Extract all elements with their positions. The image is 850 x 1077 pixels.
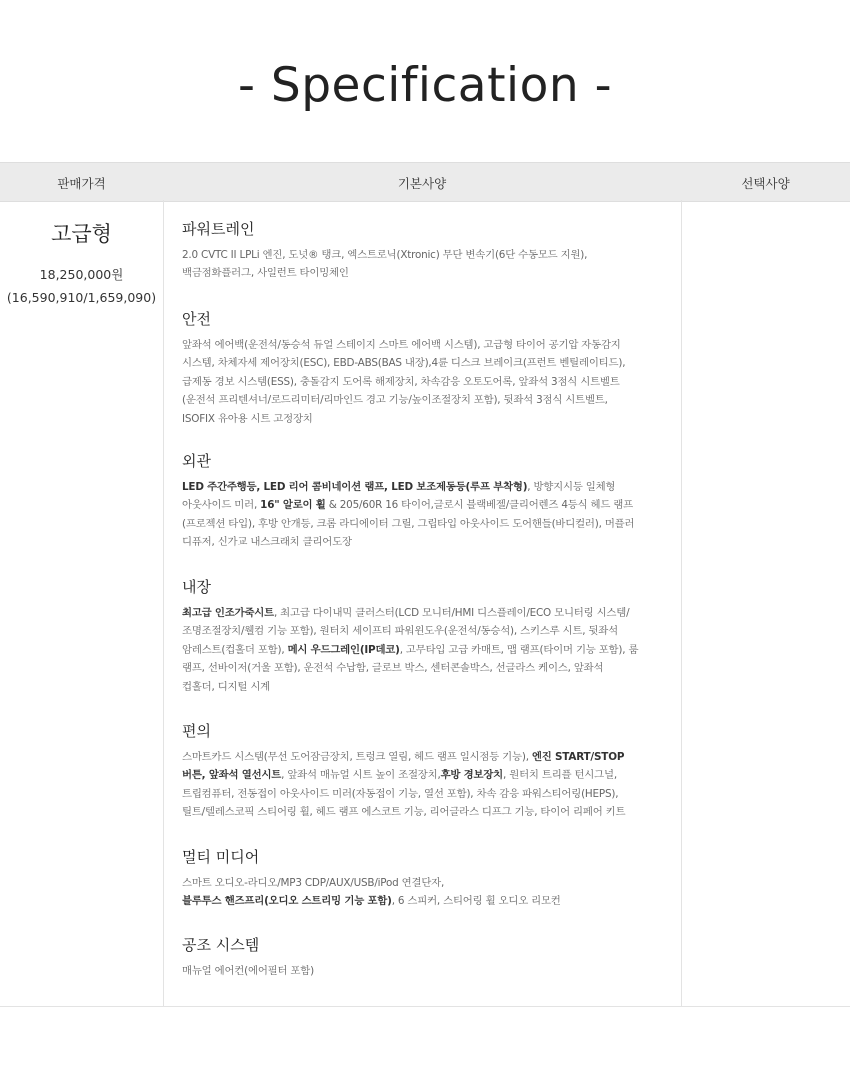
spec-line (182, 766, 625, 784)
spec-section-body (182, 748, 625, 822)
spec-text: 램프, 선바이저(거울 포함), 운전석 수납함, 글로브 박스, 센터콘솔박스, 선글라스 케이스, 앞좌석 (182, 662, 604, 675)
spec-line (182, 604, 638, 622)
spec-section (182, 576, 638, 696)
spec-section-title: 안전 (182, 310, 211, 328)
spec-highlight: 엔진 START/STOP (531, 751, 625, 763)
spec-section (182, 846, 561, 911)
spec-text: 트립컴퓨터, 전동접이 아웃사이드 미러(자동접이 기능, 열선 포함), 차속 감응 파워스티어링(HEPS), (182, 787, 619, 800)
spec-line (182, 410, 625, 428)
spec-line (182, 892, 561, 910)
spec-line (182, 622, 638, 640)
spec-text: , 6 스피커, 스티어링 휠 오디오 리모컨 (391, 895, 561, 908)
header-price: 판매가격 (57, 176, 106, 191)
trim-price: 18,250,000원 (39, 267, 124, 282)
spec-section-body (182, 962, 314, 980)
spec-text: 시스템, 차체자세 제어장치(ESC), EBD-ABS(BAS 내장),4륜 디스크 브레이크(프런트 벤틸레이티드), (182, 357, 626, 370)
spec-text: , 고무타입 고급 카매트, 맵 램프(타이머 기능 포함), 룸 (399, 643, 639, 656)
header-option-spec: 선택사양 (741, 176, 790, 191)
spec-section (182, 450, 634, 552)
spec-text: , 원터치 트리플 턴시그널, (503, 769, 617, 782)
spec-line (182, 354, 625, 372)
spec-line (182, 803, 625, 821)
spec-section-title: 멀티 미디어 (182, 848, 260, 866)
spec-text: (운전석 프리텐셔너/로드리미터/리마인드 경고 기능/높이조절장치 포함), 뒷좌석 3점식 시트벨트, (182, 394, 608, 407)
trim-price-breakdown: (16,590,910/1,659,090) (6, 290, 157, 305)
spec-section-body (182, 336, 625, 428)
spec-text: 매뉴얼 에어컨(에어필터 포함) (182, 965, 314, 977)
spec-highlight: 16" 알로이 휠 (260, 499, 326, 512)
spec-text: 컵홀더, 디지털 시계 (182, 680, 271, 693)
spec-line (182, 962, 314, 980)
spec-line (182, 515, 634, 533)
trim-name: 고급형 (51, 222, 112, 246)
spec-section-body (182, 604, 638, 696)
spec-text: 디퓨저, 신가교 내스크래치 클리어도장 (182, 536, 352, 549)
spec-text: 틸트/텔레스코픽 스티어링 휠, 헤드 램프 에스코트 기능, 리어글라스 디프그 기능, 타이어 리페어 키트 (182, 806, 626, 819)
spec-text: 앞좌석 에어백(운전석/동승석 듀얼 스테이지 스마트 에어백 시스템), 고급형 타이어 공기압 자동감지 (182, 339, 621, 351)
spec-line (182, 246, 587, 264)
spec-text: 백금점화플러그, 사일런트 타이밍체인 (182, 267, 349, 280)
spec-section (182, 720, 625, 822)
spec-text: 급제동 경보 시스템(ESS), 충돌감지 도어록 해제장치, 차속감응 오토도어록, 앞좌석 3점식 시트벨트 (182, 375, 620, 388)
spec-text: , 앞좌석 매뉴얼 시트 높이 조절장치, (281, 769, 441, 782)
spec-section-title: 편의 (182, 722, 211, 740)
spec-text: ISOFIX 유아용 시트 고정장치 (182, 412, 313, 425)
spec-section (182, 218, 587, 283)
spec-section (182, 308, 625, 428)
spec-line (182, 641, 638, 659)
spec-highlight: 블루투스 핸즈프리(오디오 스트리밍 기능 포함) (182, 895, 392, 908)
spec-table-header (0, 162, 850, 202)
spec-line (182, 478, 634, 496)
spec-highlight: 버튼, 앞좌석 열선시트 (182, 769, 282, 782)
spec-section-body (182, 874, 561, 911)
spec-text: 암레스트(컵홀더 포함), (182, 643, 288, 656)
spec-text: (프로젝션 타입), 후방 안개등, 크롬 라디에이터 그릴, 그립타입 아웃사이드 도어핸들(바디컬러), 머플러 (182, 517, 635, 530)
spec-line (182, 748, 625, 766)
spec-line (182, 659, 638, 677)
column-divider (163, 200, 164, 1006)
spec-highlight: 후방 경보장치 (440, 769, 504, 782)
spec-text: , 최고급 다이내믹 클러스터(LCD 모니터/HMI 디스플레이/ECO 모니터링 시스템/ (273, 607, 630, 619)
spec-section-body (182, 478, 634, 552)
spec-highlight: LED 주간주행등, LED 리어 콤비네이션 램프, LED 보조제동등(루프 부착형) (182, 481, 528, 493)
spec-section-title: 외관 (182, 452, 211, 470)
spec-line (182, 336, 625, 354)
spec-line (182, 373, 625, 391)
spec-section (182, 934, 314, 980)
header-basic-spec: 기본사양 (397, 176, 447, 191)
spec-text: , 방향지시등 일체형 (527, 481, 616, 493)
page-title: - Specification - (237, 58, 613, 113)
spec-text: 스마트 오디오-라디오/MP3 CDP/AUX/USB/iPod 연결단자, (182, 877, 445, 889)
spec-text: 스마트카드 시스템(무선 도어잠금장치, 트렁크 열림, 헤드 램프 일시점등 기능), (182, 751, 532, 763)
spec-text: & 205/60R 16 타이어,글로시 블랙베젤/클리어렌즈 4등식 헤드 램프 (325, 499, 633, 512)
spec-section-title: 파워트레인 (182, 220, 255, 238)
price-column (0, 200, 163, 305)
spec-section-title: 공조 시스템 (182, 936, 260, 954)
spec-section-title: 내장 (182, 578, 211, 596)
table-bottom-border (0, 1006, 850, 1007)
spec-highlight: 최고급 인조가죽시트 (182, 607, 274, 619)
spec-text: 아웃사이드 미러, (182, 499, 261, 512)
spec-highlight: 메시 우드그레인(IP데코) (287, 643, 400, 656)
spec-line (182, 785, 625, 803)
spec-line (182, 678, 638, 696)
spec-line (182, 391, 625, 409)
spec-text: 조명조절장치/웰컴 기능 포함), 원터치 세이프티 파워윈도우(운전석/동승석), 스키스루 시트, 뒷좌석 (182, 625, 618, 638)
spec-line (182, 533, 634, 551)
spec-line (182, 264, 587, 282)
spec-line (182, 874, 561, 892)
option-column (682, 200, 850, 1006)
spec-line (182, 496, 634, 514)
spec-section-body (182, 246, 587, 283)
spec-text: 2.0 CVTC II LPLi 엔진, 도넛® 탱크, 엑스트로닉(Xtronic) 무단 변속기(6단 수동모드 지원), (182, 249, 588, 261)
